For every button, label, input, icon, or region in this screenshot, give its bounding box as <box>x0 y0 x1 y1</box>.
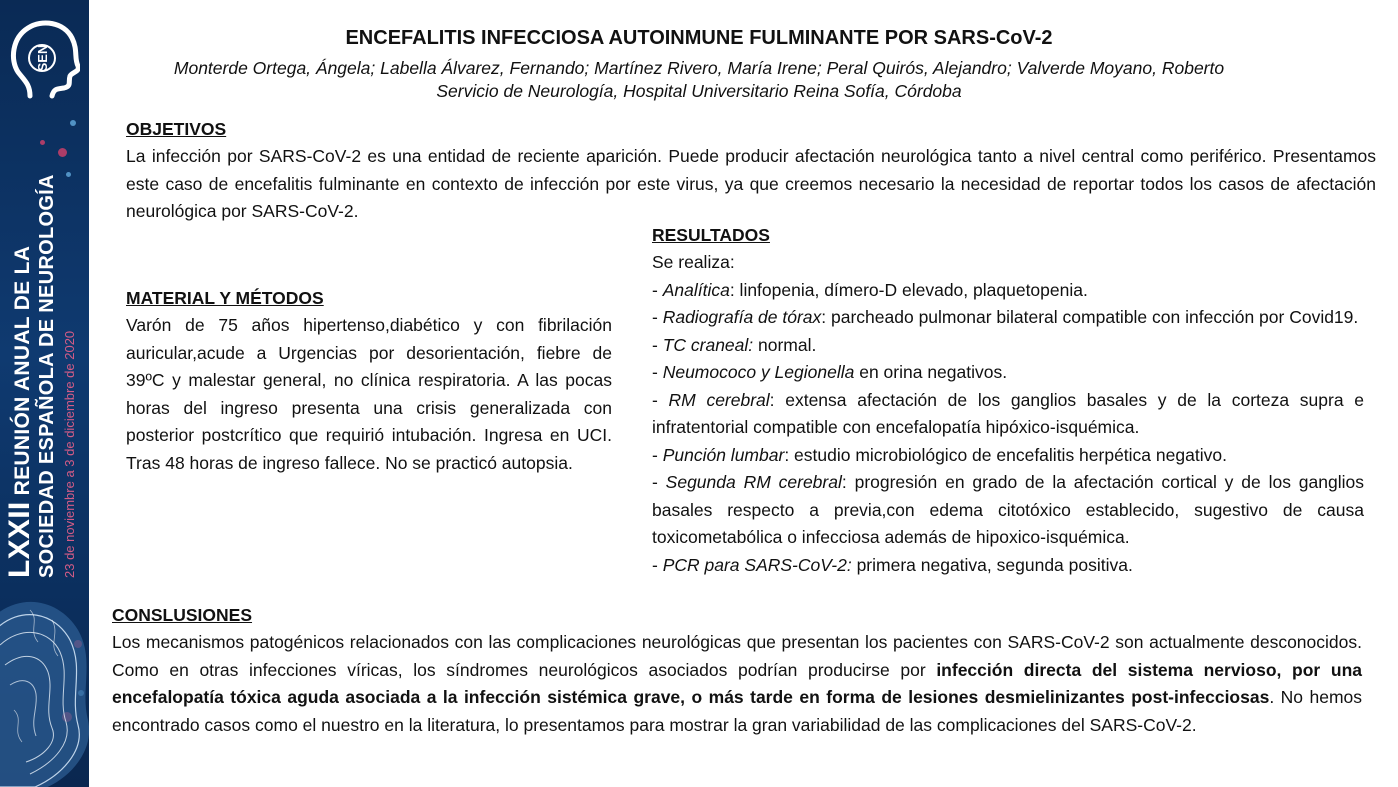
result-item: - TC craneal: normal. <box>652 334 817 355</box>
result-item: - Analítica: linfopenia, dímero-D elevado, plaquetopenia. <box>652 279 1088 300</box>
sidebar-banner <box>0 0 89 787</box>
section-conclusiones <box>112 602 1362 739</box>
result-item: - Neumococo y Legionella en orina negativos. <box>652 362 1008 382</box>
section-objetivos <box>126 116 1376 226</box>
section-heading: MATERIAL Y MÉTODOS <box>126 288 324 308</box>
result-item: - Punción lumbar: estudio microbiológico de encefalitis herpética negativo. <box>652 444 1227 465</box>
section-text: Los mecanismos patogénicos relacionados con las complicaciones neurológicas que presentan los pacientes con SARS-CoV-2 son actualmente desconocidos. Como en otras infecciones víricas, los síndromes neurológicos asociados podrían producirse por infección directa del sistema nervioso, por una encefalopatía tóxica aguda asociada a la infección sistémica grave, o más tarde en forma de lesiones desmielinizantes post-infecciosas. No hemos encontrado casos como el nuestro en la literatura, lo presentamos para mostrar la gran variabilidad de las complicaciones del SARS-CoV-2. <box>112 632 1363 735</box>
result-item: - Segunda RM cerebral: progresión en grado de la afectación cortical y de los ganglios basales respecto a previa,con edema citotóxico establecido, sugestivo de causa toxicometabólica o infecciosa además de hipoxico-isquémica. <box>652 472 1364 547</box>
meeting-title <box>3 174 79 578</box>
meeting-line-1: REUNIÓN ANUAL DE LA <box>11 245 34 496</box>
section-text: La infección por SARS-CoV-2 es una entidad de reciente aparición. Puede producir afectación neurológica tanto a nivel central como periférico. Presentamos este caso de encefalitis fulminante en contexto de infección por este virus, ya que creemos necesario la necesidad de reportar todos los casos de afectación neurológica por SARS-CoV-2. <box>126 146 1376 221</box>
resultados-intro: Se realiza: <box>652 252 735 272</box>
section-heading: OBJETIVOS <box>126 119 227 139</box>
authors: Monterde Ortega, Ángela; Labella Álvarez, Fernando; Martínez Rivero, María Irene; Peral Quirós, Alejandro; Valverde Moyano, Roberto <box>173 58 1225 78</box>
result-item: - RM cerebral: extensa afectación de los ganglios basales y de la corteza supra e infratentorial compatible con encefalopatía hipóxico-isquémica. <box>652 389 1364 437</box>
highlighted-text: infección directa del sistema nervioso, por una encefalopatía tóxica aguda asociada a la infección sistémica grave, o más tarde en forma de lesiones desmielinizantes post-infecciosas <box>112 659 1362 707</box>
meeting-dates: 23 de noviembre a 3 de diciembre de 2020 <box>62 330 77 578</box>
authors-block <box>89 57 1309 103</box>
section-heading: CONSLUSIONES <box>112 605 253 625</box>
svg-text:SEN: SEN <box>35 44 50 72</box>
section-text: Varón de 75 años hipertenso,diabético y con fibrilación auricular,acude a Urgencias por desorientación, fiebre de 39ºC y malestar general, no clínica respiratoria. A las pocas horas del ingreso presenta una crisis generalizada con posterior postcrítico que requirió intubación. Ingresa en UCI. Tras 48 horas de ingreso fallece. No se practicó autopsia. <box>126 315 612 473</box>
result-item: - PCR para SARS-CoV-2: primera negativa, segunda positiva. <box>652 554 1133 575</box>
sen-logo-icon <box>8 14 80 102</box>
result-item: - Radiografía de tórax: parcheado pulmonar bilateral compatible con infección por Covid19. <box>652 307 1359 327</box>
section-resultados <box>652 222 1364 579</box>
section-heading: RESULTADOS <box>652 225 770 245</box>
affiliation: Servicio de Neurología, Hospital Universitario Reina Sofía, Córdoba <box>436 81 962 101</box>
meeting-number: LXXII <box>3 501 36 578</box>
meeting-line-2: SOCIEDAD ESPAÑOLA DE NEUROLOGÍA <box>36 174 58 578</box>
poster-title: ENCEFALITIS INFECCIOSA AUTOINMUNE FULMINANTE POR SARS-CoV-2 <box>345 27 1053 49</box>
brain-illustration-icon <box>0 590 89 787</box>
section-material-metodos <box>126 285 612 477</box>
